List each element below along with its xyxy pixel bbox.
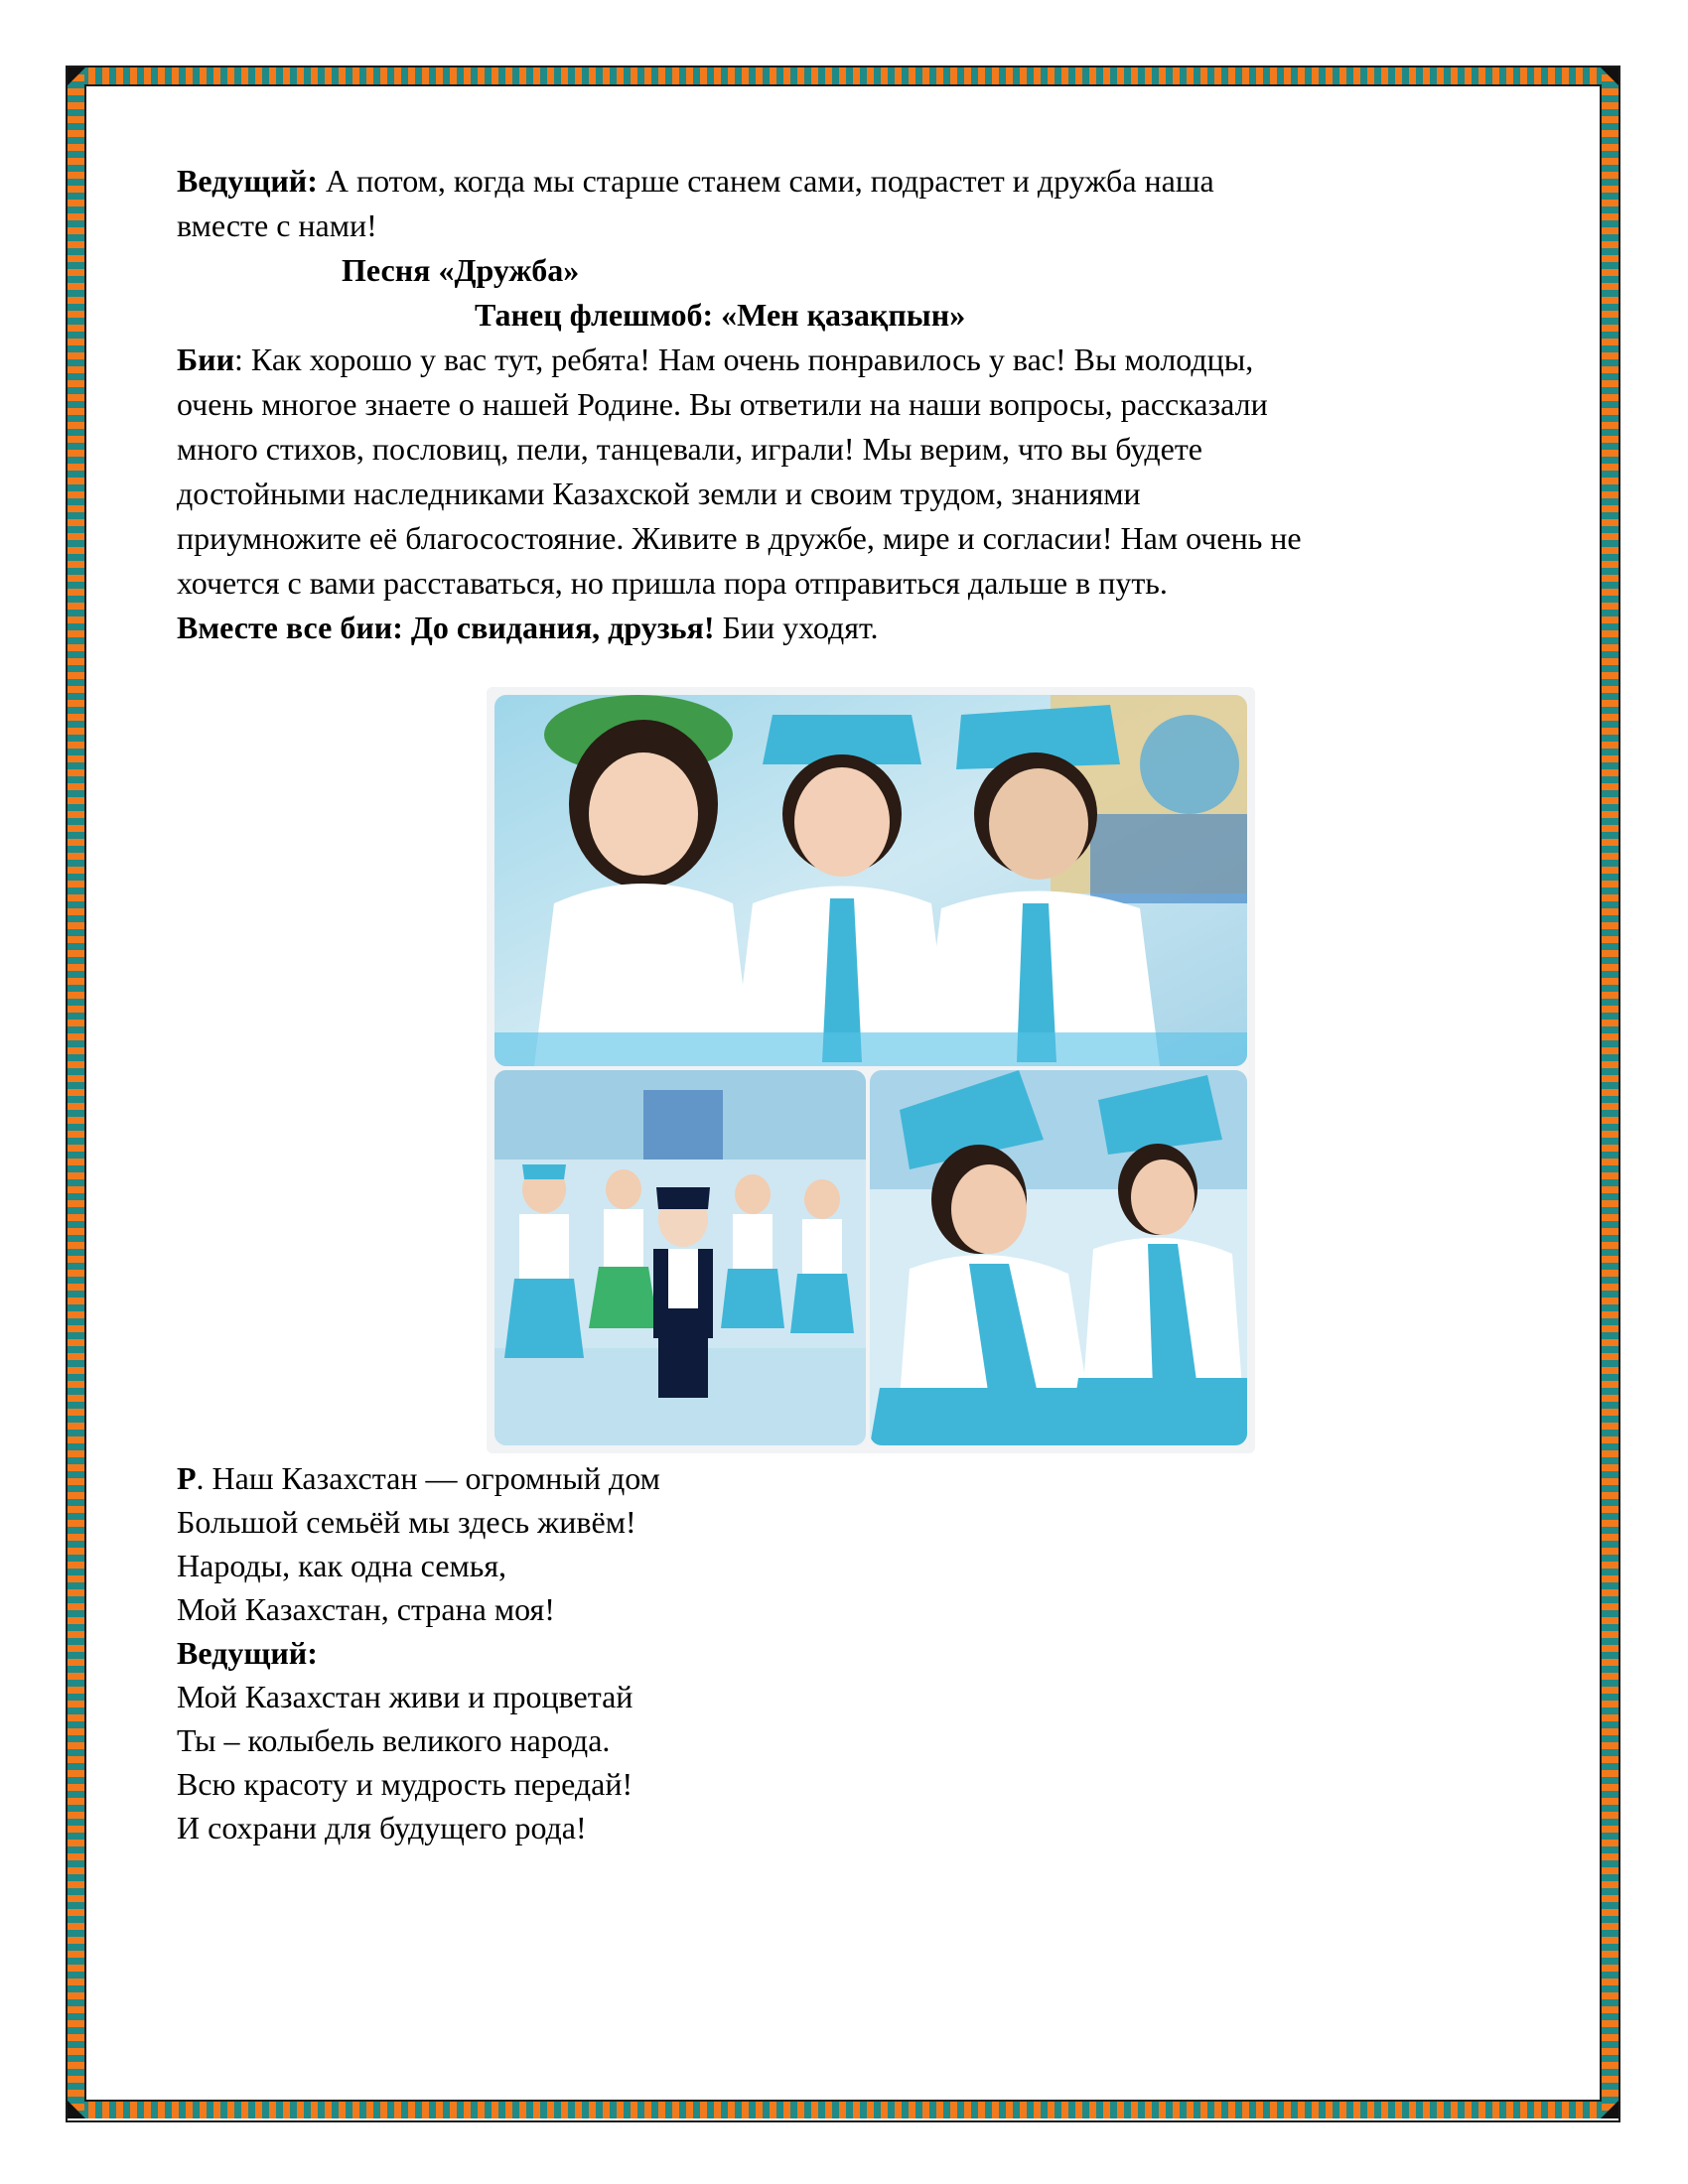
script-text	[177, 159, 1567, 650]
poem-line: Большой семьёй мы здесь живём!	[177, 1504, 636, 1540]
poem-text: . Наш Казахстан — огромный дом	[196, 1460, 660, 1496]
photo-girls-in-caps	[870, 1070, 1247, 1445]
poem-section	[177, 1456, 1567, 1849]
song-title: Песня «Дружба»	[342, 252, 580, 288]
paragraph-text: достойными наследниками Казахской земли и своим трудом, знаниями	[177, 476, 1141, 511]
paragraph-farewell	[177, 606, 1567, 650]
speaker-label: Ведущий:	[177, 163, 318, 199]
farewell-bold: Вместе все бии: До свидания, друзья!	[177, 610, 715, 645]
border-band-top	[68, 68, 1618, 84]
speaker-label: Ведущий:	[177, 1635, 318, 1671]
paragraph-text: очень многое знаете о нашей Родине. Вы ответили на наши вопросы, рассказали	[177, 386, 1268, 422]
paragraph-text: : Как хорошо у вас тут, ребята! Нам очень понравилось у вас! Вы молодцы,	[234, 341, 1254, 377]
poem-line: Мой Казахстан живи и процветай	[177, 1679, 633, 1714]
paragraph-text: А потом, когда мы старше станем сами, подрастет и дружба наша	[317, 163, 1214, 199]
photo-children-dancing	[494, 1070, 866, 1445]
border-band-right	[1602, 68, 1618, 2118]
paragraph-text: хочется с вами расставаться, но пришла пора отправиться дальше в путь.	[177, 565, 1168, 601]
paragraph-text: приумножите её благосостояние. Живите в дружбе, мире и согласии! Нам очень не	[177, 520, 1302, 556]
poem-line: Всю красоту и мудрость передай!	[177, 1766, 633, 1802]
photo-collage	[487, 687, 1255, 1453]
poem-line: И сохрани для будущего рода!	[177, 1810, 587, 1845]
photo-three-girls	[494, 695, 1247, 1066]
speaker-heading	[177, 1631, 1567, 1675]
dance-title: Танец флешмоб: «Мен қазақпын»	[475, 297, 966, 333]
speaker-label: Р	[177, 1460, 197, 1496]
paragraph-text: много стихов, пословиц, пели, танцевали, играли! Мы верим, что вы будете	[177, 431, 1202, 467]
border-band-bottom	[68, 2102, 1618, 2118]
poem-line: Народы, как одна семья,	[177, 1548, 507, 1583]
border-band-left	[68, 68, 84, 2118]
stage-direction: Бии уходят.	[714, 610, 879, 645]
poem-line: Мой Казахстан, страна моя!	[177, 1591, 555, 1627]
speaker-label: Бии	[177, 341, 235, 377]
paragraph-text: вместе с нами!	[177, 207, 377, 243]
paragraph-host-intro	[177, 159, 1567, 204]
poem-line	[177, 1456, 1567, 1500]
poem-line: Ты – колыбель великого народа.	[177, 1722, 611, 1758]
paragraph-bii	[177, 338, 1567, 382]
